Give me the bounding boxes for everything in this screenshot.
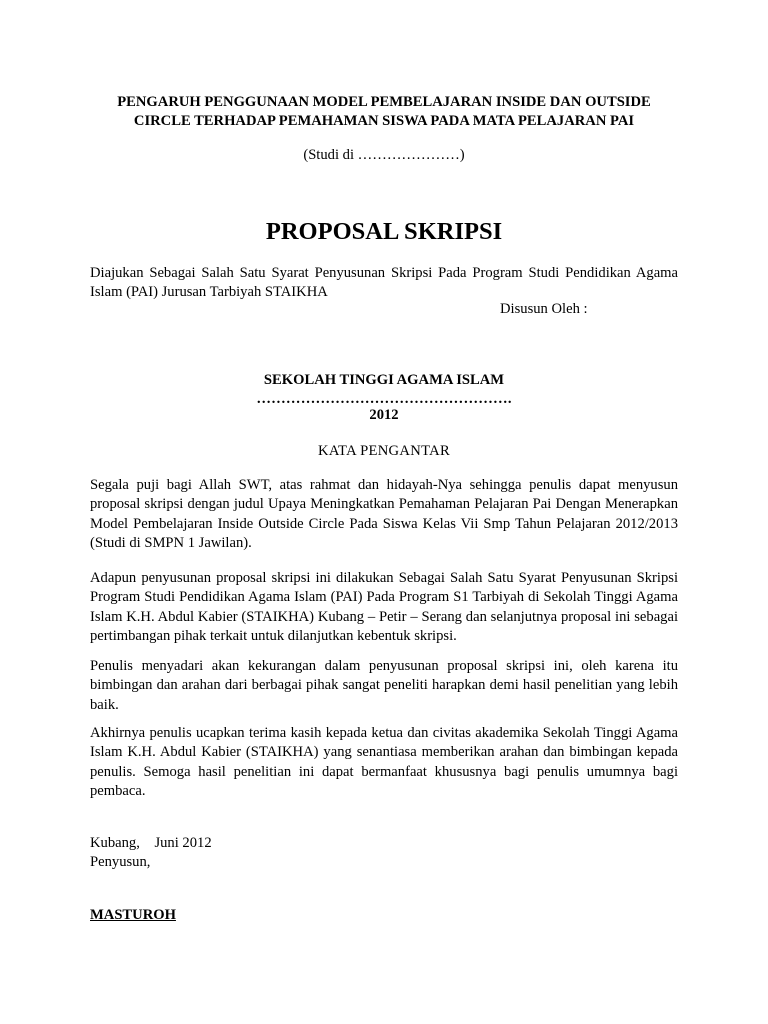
year: 2012 [369, 407, 399, 423]
preface-paragraph-3: Penulis menyadari akan kekurangan dalam penyusunan proposal skripsi ini, oleh karena itu bimbingan dan arahan dari berbagai pihak sangat peneliti harapkan demi hasil penelitian yang lebih baik. [90, 658, 678, 713]
preface-paragraph-1: Segala puji bagi Allah SWT, atas rahmat dan hidayah-Nya sehingga penulis dapat menyusun proposal skripsi dengan judul Upaya Meningkatkan Pemahaman Pelajaran Pai Dengan Menerapkan Model Pembelajaran Inside Outside Circle Pada Siswa Kelas Vii Smp Tahun Pelajaran 2012/2013 (Studi di SMPN 1 Jawilan). [90, 477, 678, 552]
title-line-2: CIRCLE TERHADAP PEMAHAMAN SISWA PADA MATA PELAJARAN PAI [133, 113, 635, 129]
closing-block [90, 834, 212, 873]
proposal-heading: PROPOSAL SKRIPSI [265, 218, 503, 245]
submission-statement: Diajukan Sebagai Salah Satu Syarat Penyusunan Skripsi Pada Program Studi Pendidikan Agama Islam (PAI) Jurusan Tarbiyah STAIKHA [90, 265, 678, 301]
document-title [90, 93, 678, 131]
author-name: MASTUROH [90, 907, 176, 923]
preface-heading: KATA PENGANTAR [318, 443, 450, 459]
title-line-1: PENGARUH PENGGUNAAN MODEL PEMBELAJARAN INSIDE DAN OUTSIDE [117, 94, 651, 110]
place-date: Kubang, Juni 2012 [90, 835, 212, 851]
preface-paragraph-2: Adapun penyusunan proposal skripsi ini dilakukan Sebagai Salah Satu Syarat Penyusunan Skripsi Program Studi Pendidikan Agama Islam (PAI) Pada Program S1 Tarbiyah di Sekolah Tinggi Agama Islam K.H. Abdul Kabier (STAIKHA) Kubang – Petir – Serang dan selanjutnya proposal ini sebagai pertimbangan pihak terkait untuk dilanjutkan kebentuk skripsi. [90, 570, 678, 645]
preface-paragraph-4: Akhirnya penulis ucapkan terima kasih kepada ketua dan civitas akademika Sekolah Tinggi Agama Islam K.H. Abdul Kabier (STAIKHA) yang senantiasa memberikan arahan dan bimbingan kepada penulis. Semoga hasil penelitian ini dapat bermanfaat khususnya bagi penulis umumnya bagi pembaca. [90, 725, 678, 800]
penyusun-label: Penyusun, [90, 854, 151, 871]
institution-dots: ……………………………………………. [256, 391, 512, 407]
prepared-by-label: Disusun Oleh : [500, 301, 588, 317]
study-location: (Studi di …………………) [303, 147, 465, 163]
institution-name: SEKOLAH TINGGI AGAMA ISLAM [263, 372, 505, 388]
